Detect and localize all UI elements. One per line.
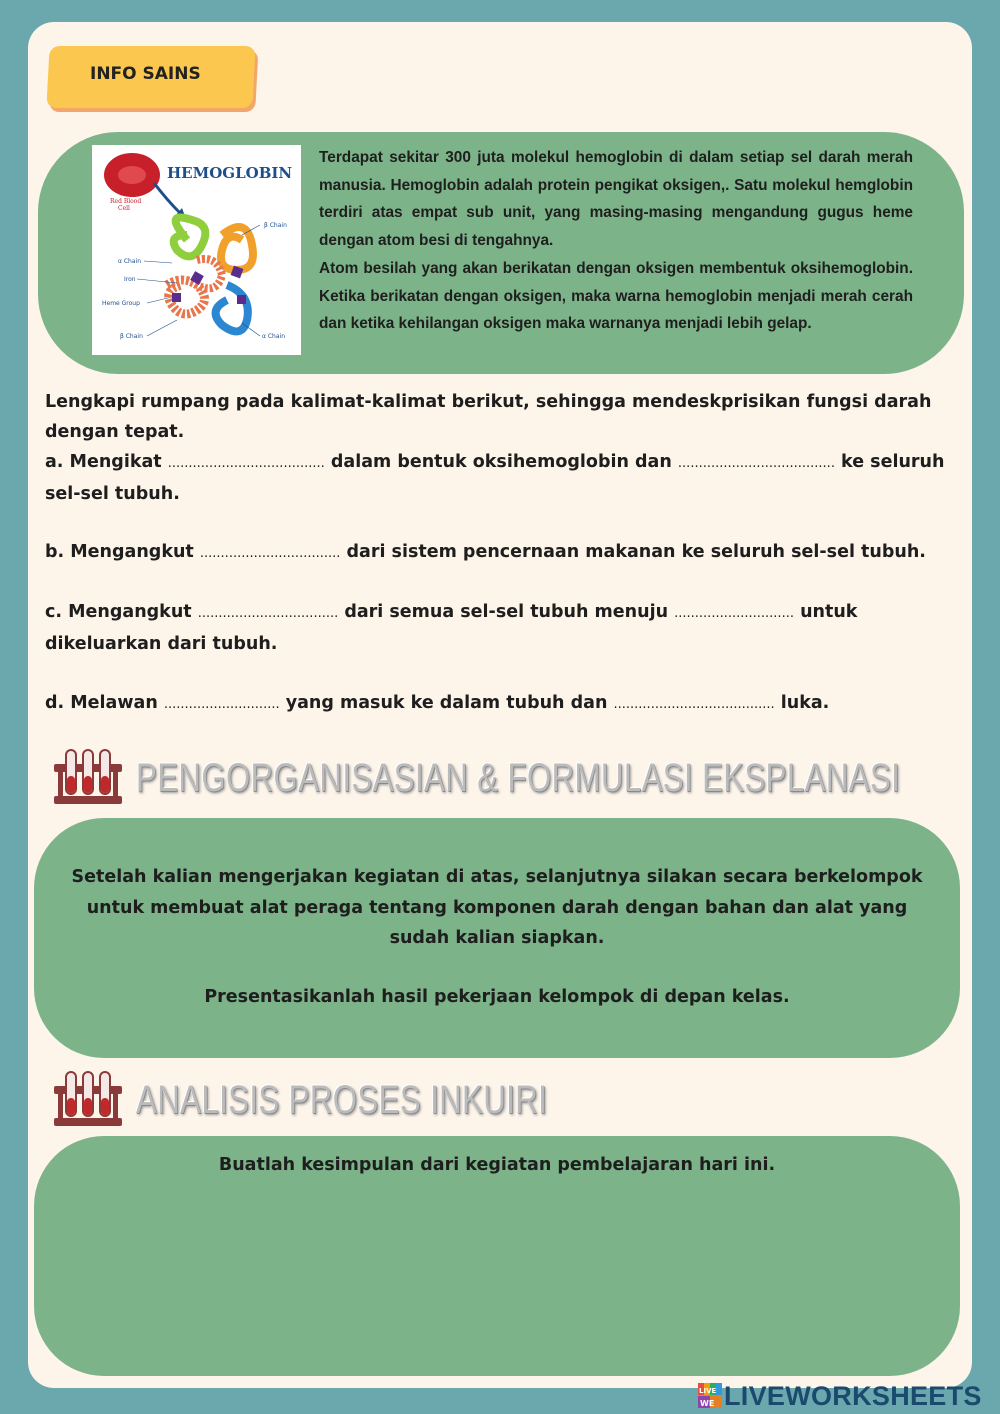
info-paragraphs — [319, 144, 913, 338]
question-d-blank-2[interactable]: ....................................... — [613, 697, 775, 712]
protein-chains — [167, 218, 253, 332]
info-paragraph-1: Terdapat sekitar 300 juta molekul hemoglobin di dalam setiap sel darah merah manusia. Hemoglobin adalah protein pengikat oksigen,. Satu molekul hemglobin terdiri atas empat sub unit, yang masing-masing mengandung gugus heme dengan atom besi di tengahnya. — [319, 149, 913, 250]
iron-label: Iron — [124, 276, 136, 283]
section-title-analisis: ANALISIS PROSES INKUIRI — [136, 1078, 548, 1122]
question-d-text-2: yang masuk ke dalam tubuh dan — [285, 693, 608, 713]
question-a-blank-1[interactable]: ...................................... — [167, 456, 325, 471]
rbc-label-1: Red Blood — [110, 198, 142, 205]
beta-chain-top-label: β Chain — [264, 222, 287, 229]
hemoglobin-title: HEMOGLOBIN — [167, 164, 293, 182]
rbc-label-2: Cell — [118, 205, 130, 212]
analisis-text-1: Buatlah kesimpulan dari kegiatan pembelajaran hari ini. — [218, 1155, 776, 1175]
question-d-text-3: luka. — [780, 693, 830, 713]
conclusion-answer-area[interactable] — [80, 1190, 920, 1360]
badge-top-text: LIVE — [699, 1387, 717, 1395]
question-a-blank-2[interactable]: ...................................... — [677, 456, 835, 471]
info-sains-label: INFO SAINS — [90, 64, 201, 84]
badge-bottom-text: WE — [700, 1399, 715, 1408]
organisasi-text-1: Setelah kalian mengerjakan kegiatan di atas, selanjutnya silakan secara berkelompok untuk membuat alat peraga tentang komponen darah dengan bahan dan alat yang sudah kalian siapkan. — [71, 867, 923, 948]
question-c-text-1: c. Mengangkut — [45, 602, 192, 622]
alpha-chain-left-label: α Chain — [118, 258, 142, 265]
exercise-instruction: Lengkapi rumpang pada kalimat-kalimat berikut, sehingga mendeskprisikan fungsi darah dengan tepat. — [45, 392, 932, 442]
question-b-text-1: b. Mengangkut — [45, 542, 194, 562]
question-b — [45, 537, 945, 569]
question-d — [45, 688, 945, 720]
question-a-text-2: dalam bentuk oksihemoglobin dan — [330, 452, 672, 472]
question-a-text-3: ke seluruh sel-sel tubuh. — [45, 452, 945, 504]
info-paragraph-2: Atom besilah yang akan berikatan dengan oksigen membentuk oksihemoglobin. Ketika berikatan dengan oksigen, maka warna hemoglobin menjadi merah cerah dan ketika kehilangan oksigen maka warnanya menjadi lebih gelap. — [319, 259, 913, 333]
liveworksheets-logo — [698, 1378, 982, 1414]
hemoglobin-diagram — [92, 145, 301, 355]
question-c-blank-2[interactable]: ............................. — [674, 606, 794, 621]
question-b-text-2: dari sistem pencernaan makanan ke seluruh sel-sel tubuh. — [346, 542, 926, 562]
hemoglobin-illustration — [92, 145, 301, 355]
arrow-icon — [154, 183, 180, 213]
question-b-blank-1[interactable]: .................................. — [199, 546, 341, 561]
section-title-organisasi: PENGORGANISASIAN & FORMULASI EKSPLANASI — [136, 756, 901, 800]
test-tubes-icon-2 — [52, 1070, 124, 1128]
question-c-text-2: dari semua sel-sel tubuh menuju — [344, 602, 669, 622]
alpha-chain-right-label: α Chain — [262, 333, 286, 340]
question-c-blank-1[interactable]: .................................. — [197, 606, 339, 621]
question-a-text-1: a. Mengikat — [45, 452, 162, 472]
heme-group-label: Heme Group — [102, 300, 140, 307]
question-c — [45, 597, 945, 659]
organisasi-text-2: Presentasikanlah hasil pekerjaan kelompok di depan kelas. — [204, 987, 790, 1007]
liveworksheets-brand: LIVEWORKSHEETS — [724, 1380, 982, 1411]
question-d-text-1: d. Melawan — [45, 693, 158, 713]
question-a — [45, 447, 945, 509]
question-c-text-3: untuk dikeluarkan dari tubuh. — [45, 602, 858, 654]
test-tubes-icon — [52, 748, 124, 806]
question-d-blank-1[interactable]: ............................ — [163, 697, 280, 712]
beta-chain-bottom-label: β Chain — [120, 333, 143, 340]
liveworksheets-badge-icon — [698, 1383, 724, 1409]
